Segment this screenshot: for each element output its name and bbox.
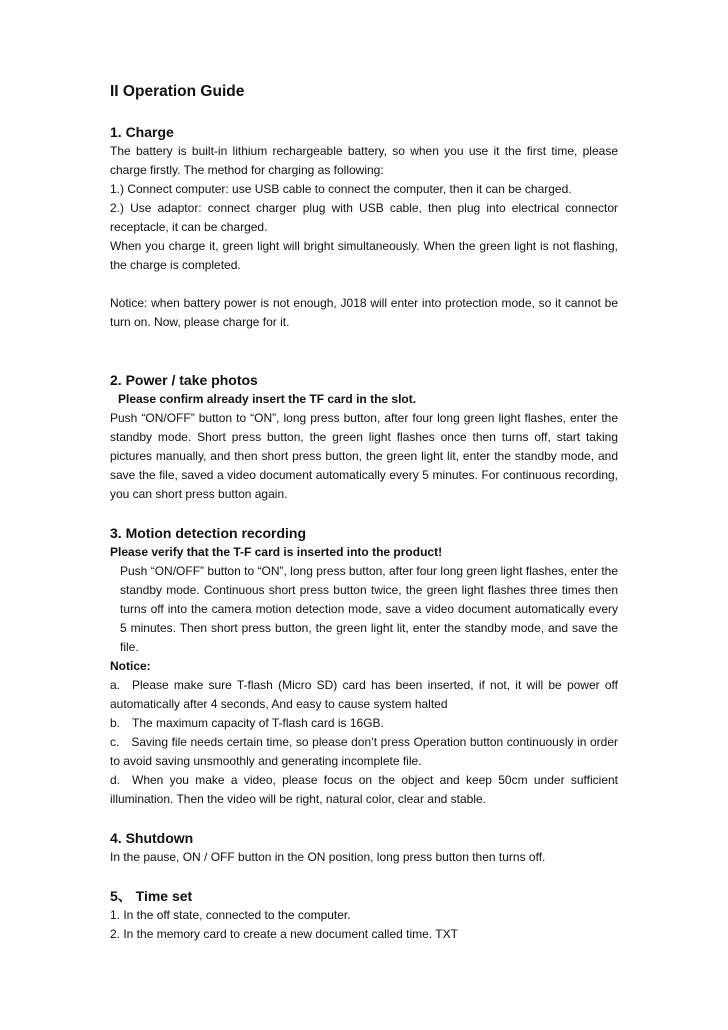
section-shutdown	[110, 828, 618, 867]
page-title: II Operation Guide	[110, 83, 245, 100]
heading-motion: 3. Motion detection recording	[110, 525, 307, 541]
charge-step-2: 2.) Use adaptor: connect charger plug with USB cable, then plug into electrical connector receptacle, it can be charged.	[110, 201, 618, 234]
section-power	[110, 370, 618, 504]
motion-verify: Please verify that the T-F card is inserted into the product!	[110, 545, 443, 559]
document-page	[110, 82, 618, 944]
motion-note-d: d. When you make a video, please focus on the object and keep 50cm under sufficient illumination. Then the video will be right, natural color, clear and stable.	[110, 773, 618, 806]
section-motion	[110, 523, 618, 809]
heading-charge: 1. Charge	[110, 124, 174, 140]
motion-note-b: b. The maximum capacity of T-flash card is 16GB.	[110, 716, 384, 730]
charge-step-1: 1.) Connect computer: use USB cable to connect the computer, then it can be charged.	[110, 182, 572, 196]
section-time	[110, 886, 618, 944]
power-confirm: Please confirm already insert the TF card in the slot.	[118, 392, 417, 406]
time-step-1: 1. In the off state, connected to the computer.	[110, 908, 351, 922]
motion-notice-label: Notice:	[110, 659, 151, 673]
shutdown-body: In the pause, ON / OFF button in the ON position, long press button then turns off.	[110, 850, 546, 864]
time-step-2: 2. In the memory card to create a new document called time. TXT	[110, 927, 458, 941]
motion-note-c: c. Saving file needs certain time, so please don’t press Operation button continuously in order to avoid saving unsmoothly and generating incomplete file.	[110, 735, 618, 768]
heading-power: 2. Power / take photos	[110, 372, 258, 388]
charge-intro: The battery is built-in lithium rechargeable battery, so when you use it the first time, please charge firstly. The method for charging as following:	[110, 144, 618, 177]
section-charge	[110, 122, 618, 332]
motion-body: Push “ON/OFF” button to “ON”, long press button, after four long green light flashes, enter the standby mode. Continuous short press button twice, the green light flashes three times then turns off into the camera motion detection mode, save a video document automatically every 5 minutes. Then short press button, the green light lit, enter the standby mode, and save the file.	[120, 564, 618, 654]
heading-time: 5、 Time set	[110, 888, 193, 904]
power-body: Push “ON/OFF” button to “ON”, long press button, after four long green light flashes, enter the standby mode. Short press button, the green light flashes once then turns off, start taking pictures manually, and then short press button, the green light lit, enter the standby mode, and save the file, saved a video document automatically every 5 minutes. For continuous recording, you can short press button again.	[110, 411, 618, 501]
charge-notice: Notice: when battery power is not enough, J018 will enter into protection mode, so it cannot be turn on. Now, please charge for it.	[110, 296, 618, 329]
motion-note-a: a. Please make sure T-flash (Micro SD) card has been inserted, if not, it will be power off automatically after 4 seconds, And easy to cause system halted	[110, 678, 618, 711]
heading-shutdown: 4. Shutdown	[110, 830, 194, 846]
charge-light: When you charge it, green light will bright simultaneously. When the green light is not flashing, the charge is completed.	[110, 239, 618, 272]
